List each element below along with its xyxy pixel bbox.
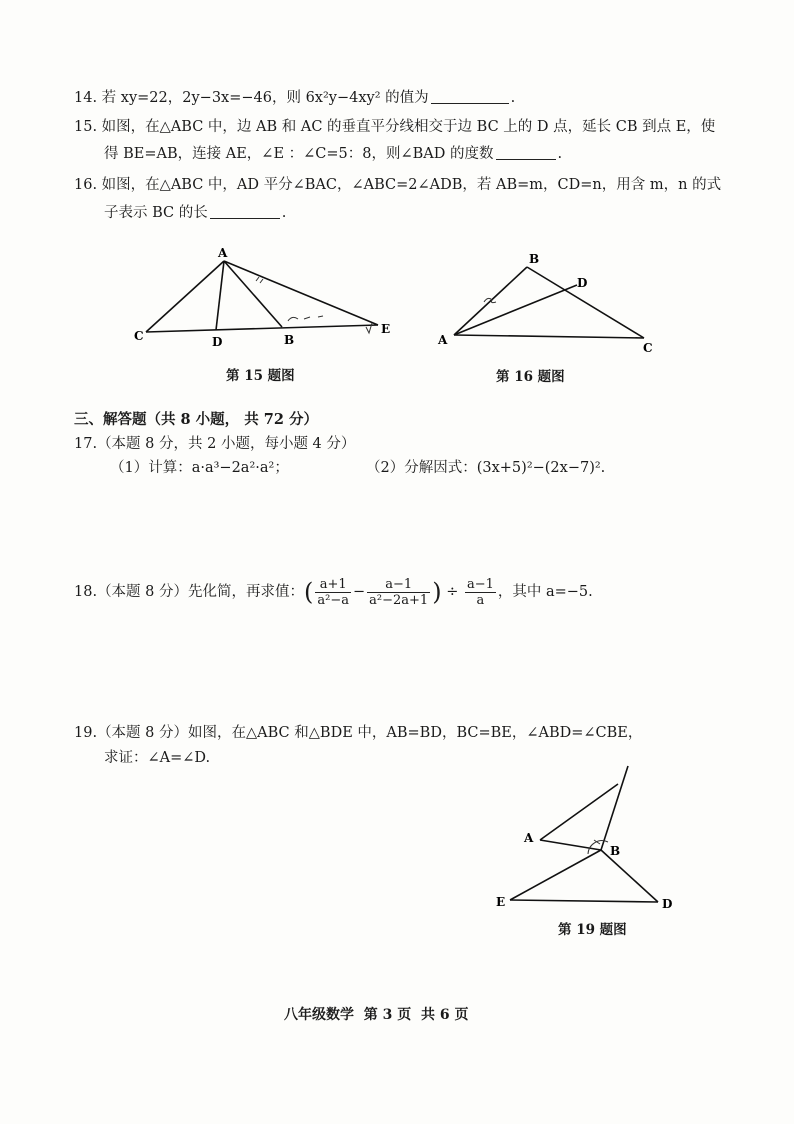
answer-blank[interactable] bbox=[210, 204, 280, 219]
figure-19 bbox=[490, 760, 690, 920]
label-b: B bbox=[529, 252, 540, 266]
segment-ab bbox=[224, 261, 282, 327]
tick-marks bbox=[256, 277, 263, 283]
segment-ce bbox=[146, 325, 378, 332]
label-a: A bbox=[524, 831, 534, 845]
page-footer: 八年级数学 第 3 页 共 6 页 bbox=[284, 1007, 469, 1023]
label-d: D bbox=[212, 335, 223, 349]
question-16-line-1 bbox=[74, 175, 721, 195]
question-text: （本题 8 分，共 2 小题，每小题 4 分） bbox=[97, 436, 356, 452]
question-17-part-1: （1）计算：a·a³−2a²·a²； bbox=[110, 460, 289, 476]
figure-19-caption: 第 19 题图 bbox=[558, 922, 627, 938]
label-b: B bbox=[610, 844, 621, 858]
label-d: D bbox=[577, 276, 588, 290]
question-number: 15. bbox=[74, 119, 98, 135]
label-b: B bbox=[284, 333, 295, 347]
question-17-header bbox=[74, 434, 355, 454]
question-number: 18. bbox=[74, 584, 98, 600]
question-15-line-2: 得 BE=AB，连接 AE，∠E ：∠C=5：8，则∠BAD 的度数 . bbox=[104, 146, 563, 162]
figure-15 bbox=[128, 245, 398, 355]
label-e: E bbox=[381, 322, 391, 336]
label-c: C bbox=[134, 329, 144, 343]
segment-ab bbox=[454, 267, 527, 335]
fraction-1: $\frac{a+1}{\text{a²−a}}$ bbox=[317, 576, 349, 608]
segment-ad bbox=[454, 285, 577, 335]
label-e: E bbox=[496, 895, 506, 909]
question-14: 14. 若 xy=22，2y−3x=−46，则 6x²y−4xy² 的值为 . bbox=[74, 90, 516, 106]
segment-eb bbox=[510, 850, 601, 900]
segment-ae bbox=[224, 261, 378, 325]
section-3-title: 三、解答题（共 8 小题， 共 72 分） bbox=[74, 411, 319, 428]
question-number: 16. bbox=[74, 177, 98, 193]
question-number: 19. bbox=[74, 725, 98, 741]
question-suffix: ，其中 a=−5. bbox=[497, 584, 593, 600]
angle-marks bbox=[288, 316, 323, 321]
question-text: 子表示 BC 的长 bbox=[104, 205, 208, 221]
label-d: D bbox=[662, 897, 673, 911]
question-15-line-1 bbox=[74, 117, 715, 137]
question-text: 如图，在△ABC 中，AD 平分∠BAC，∠ABC=2∠ADB，若 AB=m，CD=n，用含 m，n 的式 bbox=[101, 177, 722, 193]
question-text: （本题 8 分）如图，在△ABC 和△BDE 中，AB=BD，BC=BE，∠ABD=∠CBE， bbox=[97, 725, 643, 741]
fraction-2: $\frac{a-1}{\text{a²−2a+1}}$ bbox=[369, 576, 429, 608]
figure-16-caption: 第 16 题图 bbox=[496, 369, 565, 385]
question-19-line-2: 求证：∠A=∠D. bbox=[104, 750, 211, 766]
segment-b-top bbox=[601, 766, 628, 850]
label-a: A bbox=[438, 333, 448, 347]
question-18: 18.（本题 8 分）先化简，再求值：( $\frac{a+1}{\text{a²−a}}$ − $\frac{a-1}{\text{a²−2a+1}}$ ) ÷ $\frac{a-1}{a}$ ，其中 a=−5. bbox=[74, 576, 593, 608]
question-number: 17. bbox=[74, 436, 98, 452]
figure-16 bbox=[432, 250, 662, 355]
question-text: （本题 8 分）先化简，再求值： bbox=[97, 584, 305, 600]
segment-ed bbox=[510, 900, 658, 902]
question-16-line-2: 子表示 BC 的长 . bbox=[104, 205, 287, 221]
segment-ac bbox=[146, 261, 224, 332]
label-c: C bbox=[643, 341, 653, 355]
question-17-part-2: （2）分解因式：(3x+5)²−(2x−7)². bbox=[366, 460, 606, 476]
label-a: A bbox=[218, 246, 228, 260]
figure-15-caption: 第 15 题图 bbox=[226, 368, 295, 384]
segment-ac bbox=[454, 335, 644, 338]
answer-blank[interactable] bbox=[431, 89, 509, 104]
segment-ad bbox=[216, 261, 224, 330]
question-19-line-1 bbox=[74, 723, 642, 743]
question-number: 14. bbox=[74, 90, 98, 106]
fraction-3: $\frac{a-1}{a}$ bbox=[466, 576, 494, 608]
question-text: 得 BE=AB，连接 AE，∠E ：∠C=5：8，则∠BAD 的度数 bbox=[104, 146, 494, 162]
answer-blank[interactable] bbox=[496, 145, 556, 160]
question-text: 若 xy=22，2y−3x=−46，则 6x²y−4xy² 的值为 bbox=[101, 90, 429, 106]
question-text: 如图，在△ABC 中，边 AB 和 AC 的垂直平分线相交于边 BC 上的 D 点，延长 CB 到点 E，使 bbox=[101, 119, 716, 135]
